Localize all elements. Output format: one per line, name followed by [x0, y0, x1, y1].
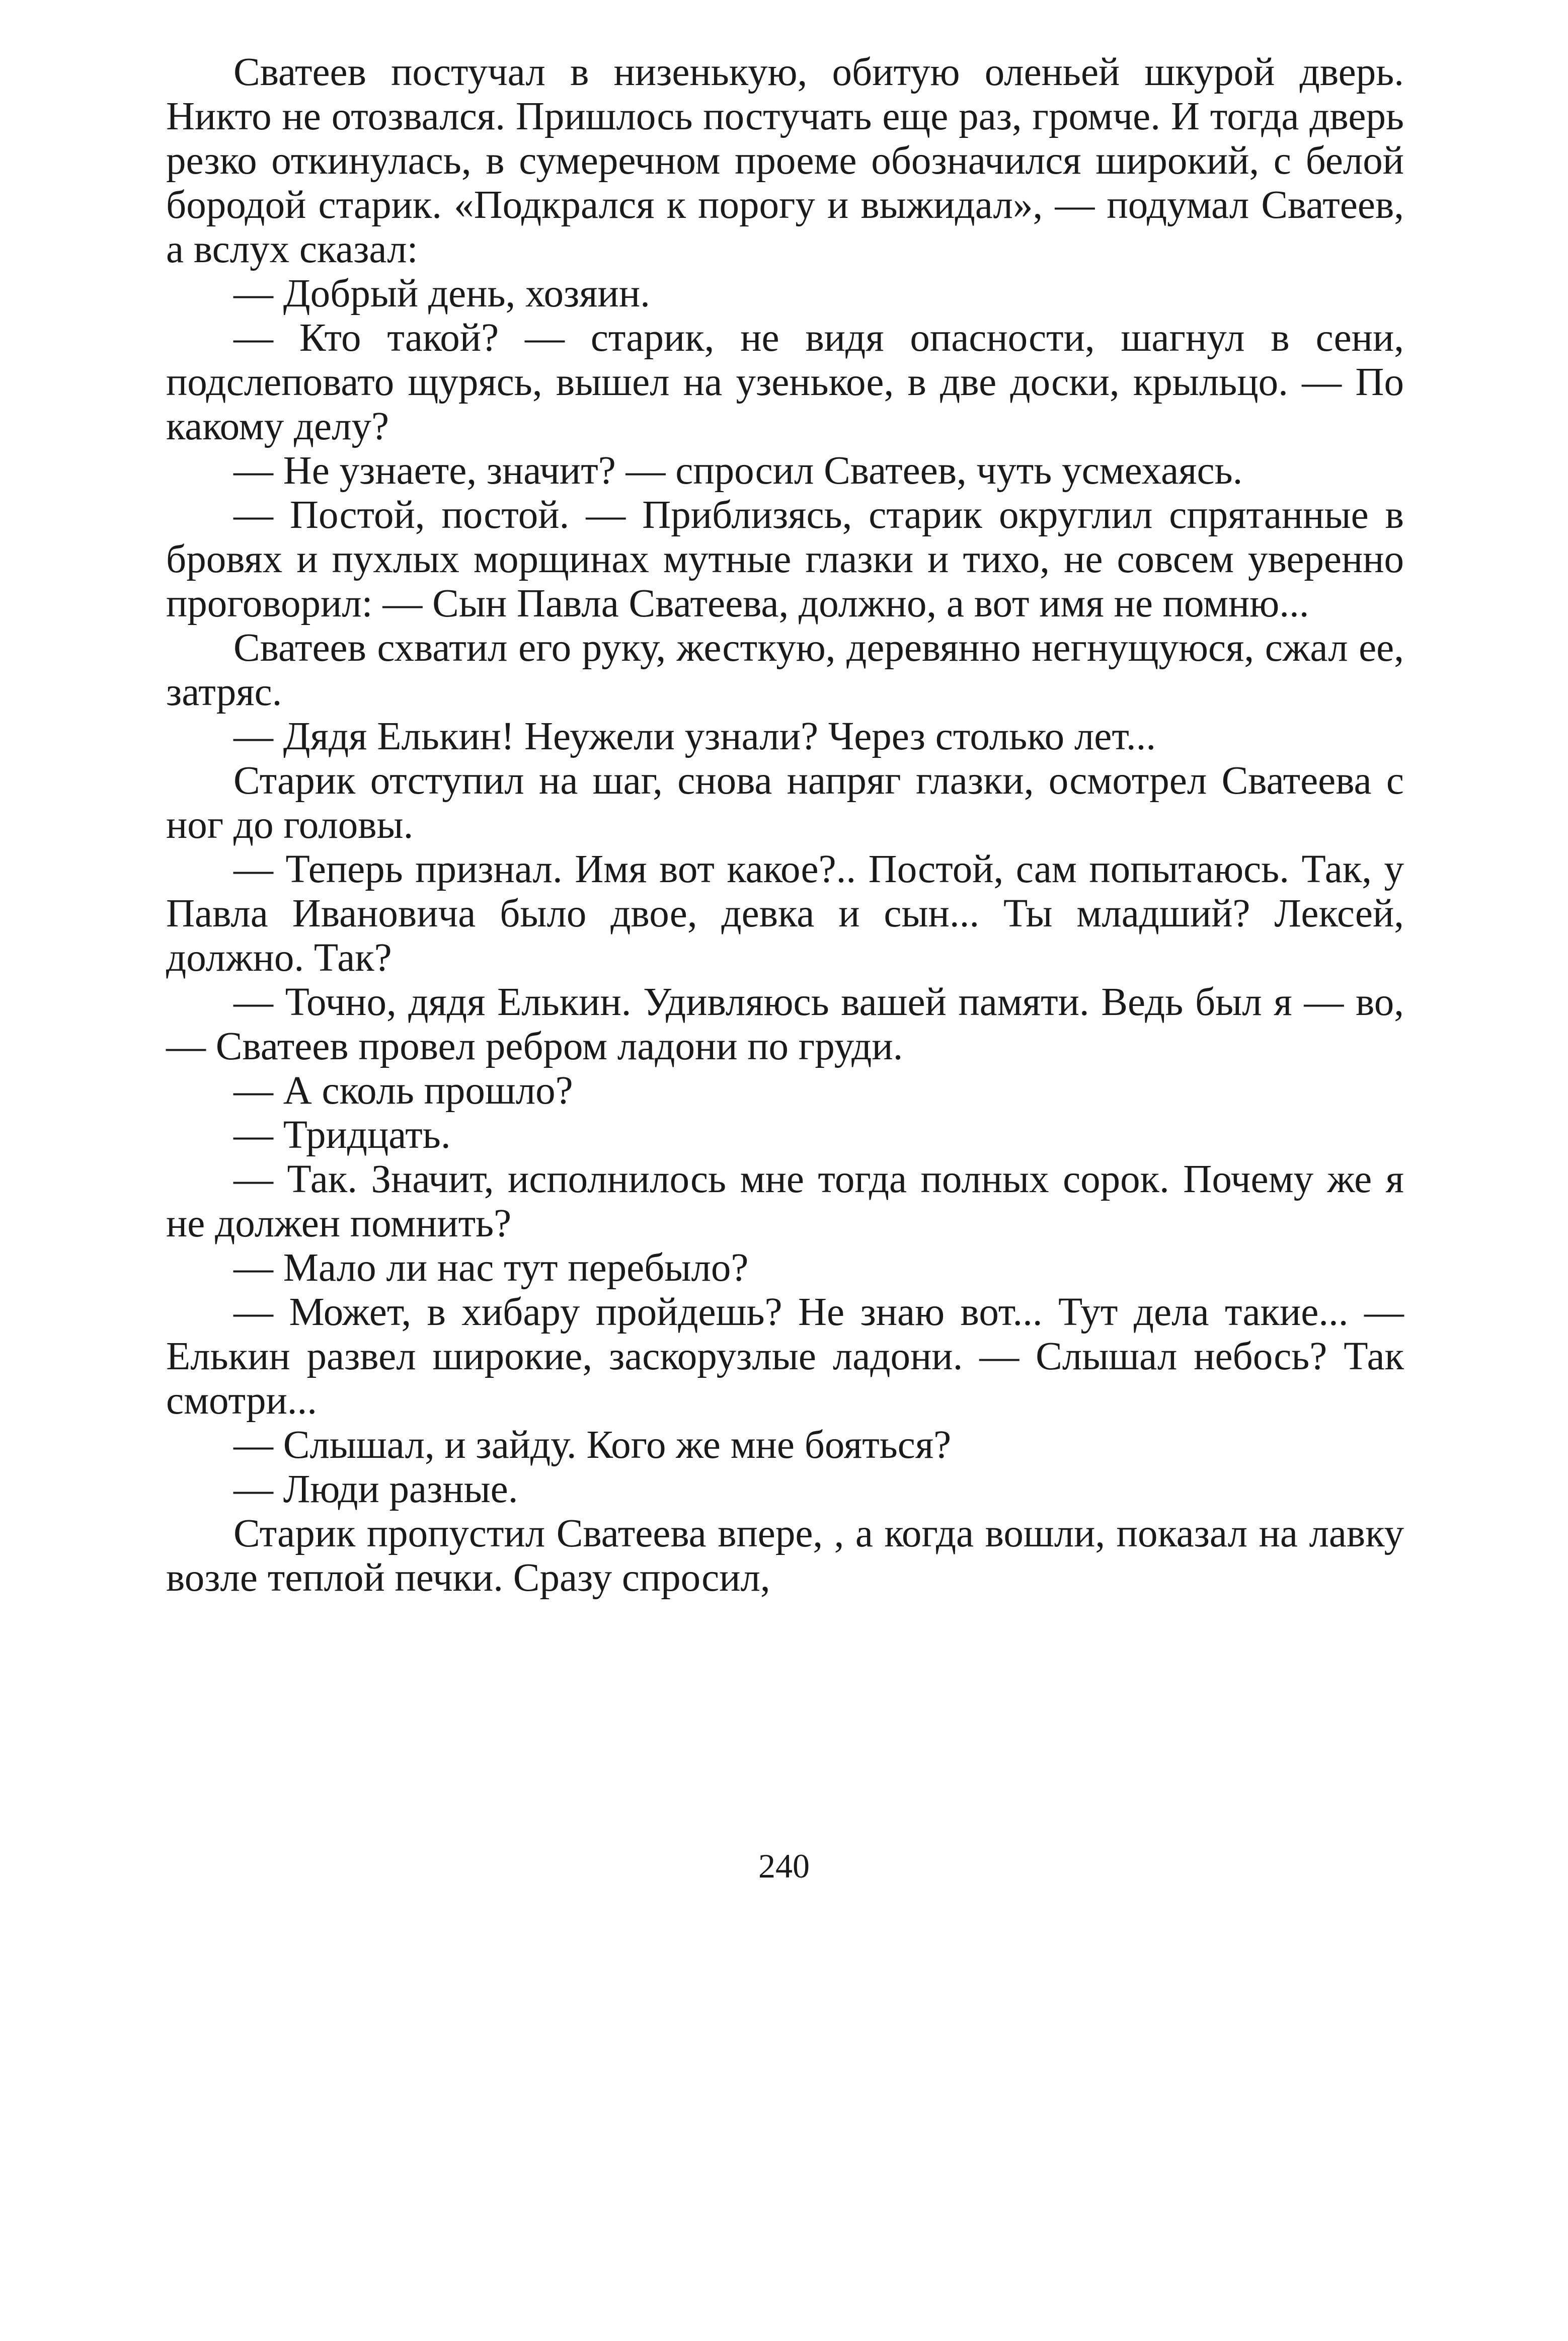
paragraph: Сватеев постучал в низенькую, обитую оленьей шкурой дверь. Никто не отозвался. Пришлось постучать еще раз, громче. И тогда дверь резко откинулась, в сумеречном проеме обозначился широкий, с белой бородой старик. «Подкрался к порогу и выжидал», — подумал Сватеев, а вслух сказал: — [166, 50, 1404, 271]
paragraph: — Дядя Елькин! Неужели узнали? Через столько лет... — [233, 715, 1156, 758]
paragraph: — Тридцать. — [233, 1113, 451, 1157]
paragraph: — Не узнаете, значит? — спросил Сватеев, чуть усмехаясь. — [233, 449, 1243, 493]
paragraph: Старик пропустил Сватеева впере, , а когда вошли, показал на лавку возле теплой печки. Сразу спросил, — [166, 1512, 1404, 1600]
body-text — [166, 50, 1404, 1600]
paragraph: — Кто такой? — старик, не видя опасности, шагнул в сени, подслеповато щурясь, вышел на узенькое, в две доски, крыльцо. — По какому делу? — [166, 316, 1404, 448]
paragraph: — А сколь прошло? — [233, 1069, 573, 1113]
page-number: 240 — [758, 1847, 810, 1885]
paragraph: — Мало ли нас тут перебыло? — [233, 1246, 749, 1290]
paragraph: — Люди разные. — [233, 1467, 518, 1511]
paragraph: Сватеев схватил его руку, жесткую, деревянно негнущуюся, сжал ее, затряс. — [166, 626, 1404, 714]
paragraph: — Может, в хибару пройдешь? Не знаю вот... Тут дела такие... — Елькин развел широкие, заскорузлые ладони. — Слышал небось? Так смотри... — [166, 1290, 1404, 1423]
paragraph: — Добрый день, хозяин. — [233, 272, 650, 316]
paragraph: — Постой, постой. — Приблизясь, старик округлил спрятанные в бровях и пухлых морщинах мутные глазки и тихо, не совсем уверенно проговорил: — Сын Павла Сватеева, должно, а вот имя не помню... — [166, 493, 1404, 626]
paragraph: — Теперь признал. Имя вот какое?.. Постой, сам попытаюсь. Так, у Павла Ивановича было двое, девка и сын... Ты младший? Лексей, должно. Так? — [166, 847, 1404, 980]
paragraph: — Так. Значит, исполнилось мне тогда полных сорок. Почему же я не должен помнить? — [166, 1157, 1404, 1245]
paragraph: — Слышал, и зайду. Кого же мне бояться? — [233, 1423, 952, 1467]
paragraph: — Точно, дядя Елькин. Удивляюсь вашей памяти. Ведь был я — во, — Сватеев провел ребром ладони по груди. — [166, 980, 1404, 1068]
paragraph: Старик отступил на шаг, снова напряг глазки, осмотрел Сватеева с ног до головы. — [166, 759, 1404, 847]
